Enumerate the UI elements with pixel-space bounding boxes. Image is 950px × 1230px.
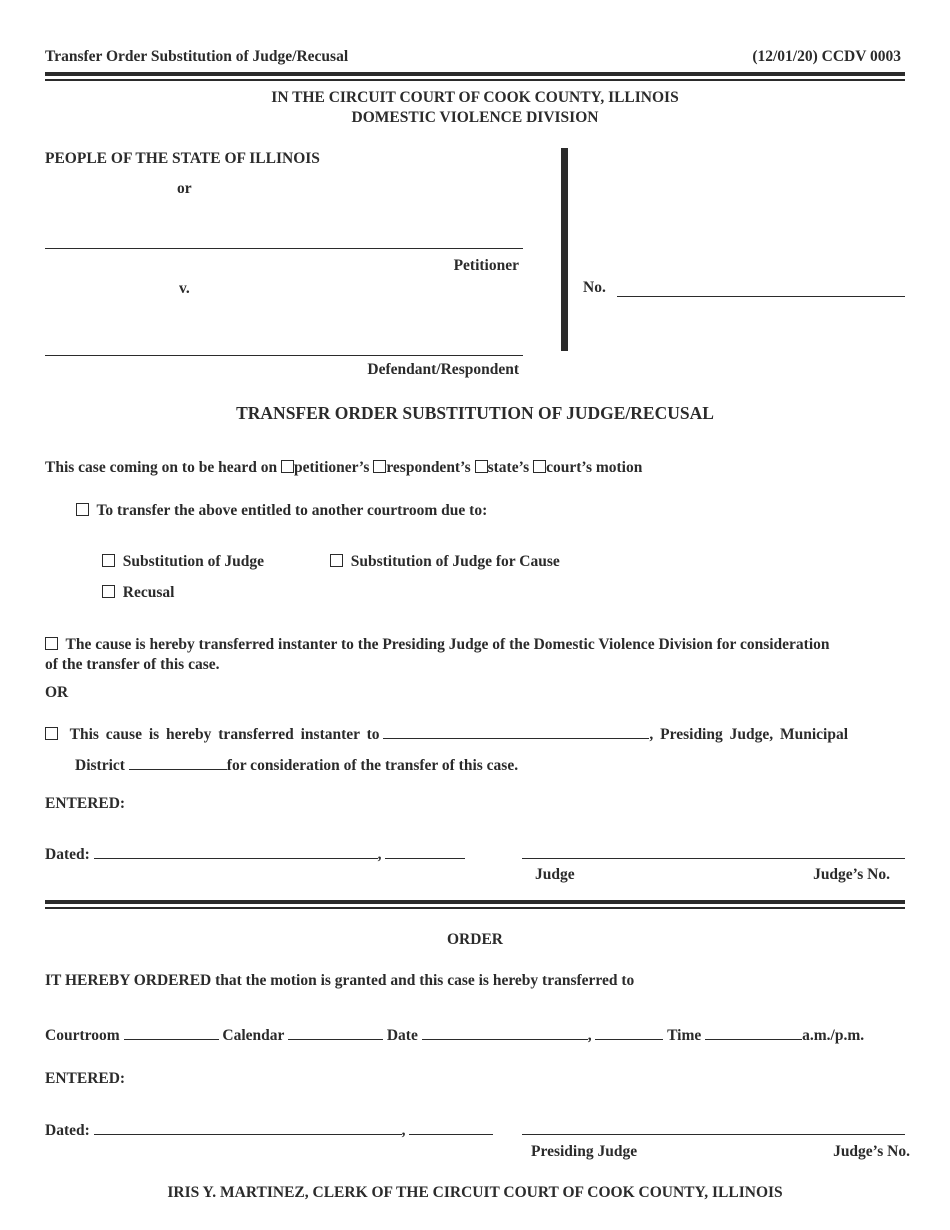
order-text: IT HEREBY ORDERED that the motion is granted and this case is hereby transferred to <box>45 972 635 989</box>
form-title: Transfer Order Substitution of Judge/Recusal <box>45 48 349 65</box>
court-option: court’s motion <box>546 459 643 476</box>
petitioner-name-line[interactable] <box>45 248 523 249</box>
date-line[interactable] <box>422 1024 588 1040</box>
petitioner-label: Petitioner <box>453 257 519 274</box>
sub-judge-cause-row <box>330 553 560 571</box>
district-row <box>75 754 518 775</box>
courtroom-line[interactable] <box>124 1024 219 1040</box>
respondent-checkbox[interactable] <box>373 460 386 473</box>
year-line[interactable] <box>595 1024 663 1040</box>
dated-label-1: Dated: <box>45 846 90 863</box>
respondent-option: respondent’s <box>386 459 471 476</box>
sub-judge-checkbox[interactable] <box>102 554 115 567</box>
section-rule-thin <box>45 907 905 909</box>
order-heading: ORDER <box>447 931 503 948</box>
judge-signature-line[interactable] <box>522 858 905 859</box>
presiding-text-1: The cause is hereby transferred instanter to the Presiding Judge of the Domestic Violence Division for consideration <box>65 636 830 653</box>
sub-judge-cause-checkbox[interactable] <box>330 554 343 567</box>
judge-no-label: Judge’s No. <box>813 866 890 883</box>
presiding-judge-signature-line[interactable] <box>522 1134 905 1135</box>
defendant-label: Defendant/Respondent <box>367 361 519 378</box>
header-rule-thick <box>45 72 905 76</box>
district-label: District <box>75 757 125 774</box>
petitioner-option: petitioner’s <box>293 459 370 476</box>
clerk-footer: IRIS Y. MARTINEZ, CLERK OF THE CIRCUIT COURT OF COOK COUNTY, ILLINOIS <box>167 1184 783 1201</box>
presiding-judge-no-label: Judge’s No. <box>833 1143 910 1160</box>
court-line-1: IN THE CIRCUIT COURT OF COOK COUNTY, ILLINOIS <box>271 89 679 106</box>
ampm-label: a.m./p.m. <box>802 1027 865 1044</box>
dated-date-line-2[interactable] <box>94 1119 402 1135</box>
form-code: (12/01/20) CCDV 0003 <box>752 48 901 65</box>
sub-judge-cause-label: Substitution of Judge for Cause <box>350 553 560 570</box>
sub-judge-row <box>102 553 264 571</box>
motion-line <box>45 459 642 477</box>
time-label: Time <box>667 1027 702 1044</box>
or-separator: OR <box>45 684 69 701</box>
dated-row-2: Dated: , <box>45 1119 493 1140</box>
recusal-checkbox[interactable] <box>102 585 115 598</box>
municipal-lead: This cause is hereby transferred instanter to <box>69 726 380 743</box>
time-line[interactable] <box>705 1024 802 1040</box>
recusal-label: Recusal <box>122 584 175 601</box>
municipal-judge-line[interactable] <box>383 723 649 739</box>
caption-divider <box>561 148 568 351</box>
municipal-row <box>45 723 848 744</box>
presiding-row <box>45 636 830 654</box>
defendant-name-line[interactable] <box>45 355 523 356</box>
header-rule-thin <box>45 79 905 81</box>
versus-label: v. <box>179 280 190 297</box>
recusal-row <box>102 584 174 602</box>
court-line-2: DOMESTIC VIOLENCE DIVISION <box>351 109 599 126</box>
dated-year-line-2[interactable] <box>409 1119 493 1135</box>
case-number-line[interactable] <box>617 296 905 297</box>
or-label: or <box>177 180 192 197</box>
municipal-tail: , Presiding Judge, Municipal <box>649 726 849 743</box>
document-title: TRANSFER ORDER SUBSTITUTION OF JUDGE/RECUSAL <box>236 403 714 423</box>
dated-date-line-1[interactable] <box>94 843 378 859</box>
transfer-checkbox[interactable] <box>76 503 89 516</box>
dated-label-2: Dated: <box>45 1122 90 1139</box>
date-label: Date <box>386 1027 418 1044</box>
district-line[interactable] <box>129 754 227 770</box>
petitioner-checkbox[interactable] <box>281 460 294 473</box>
entered-label-1: ENTERED: <box>45 795 126 812</box>
dated-row-1: Dated: , <box>45 843 465 864</box>
people-label: PEOPLE OF THE STATE OF ILLINOIS <box>45 150 320 167</box>
transfer-label: To transfer the above entitled to another courtroom due to: <box>96 502 488 519</box>
dated-year-line-1[interactable] <box>385 843 465 859</box>
district-tail: for consideration of the transfer of this case. <box>226 757 519 774</box>
sub-judge-label: Substitution of Judge <box>122 553 265 570</box>
state-option: state’s <box>487 459 530 476</box>
presiding-judge-label: Presiding Judge <box>531 1143 638 1160</box>
calendar-line[interactable] <box>288 1024 383 1040</box>
presiding-text-2: of the transfer of this case. <box>45 656 220 673</box>
case-number-label: No. <box>583 279 606 296</box>
court-checkbox[interactable] <box>533 460 546 473</box>
judge-label: Judge <box>535 866 575 883</box>
motion-lead: This case coming on to be heard on <box>45 459 278 476</box>
calendar-label: Calendar <box>222 1027 285 1044</box>
state-checkbox[interactable] <box>475 460 488 473</box>
municipal-checkbox[interactable] <box>45 727 58 740</box>
presiding-checkbox[interactable] <box>45 637 58 650</box>
section-rule-thick <box>45 900 905 904</box>
transfer-row <box>76 502 487 520</box>
order-fields-row: Courtroom Calendar Date , Time a.m./p.m. <box>45 1024 864 1045</box>
entered-label-2: ENTERED: <box>45 1070 126 1087</box>
courtroom-label: Courtroom <box>45 1027 120 1044</box>
